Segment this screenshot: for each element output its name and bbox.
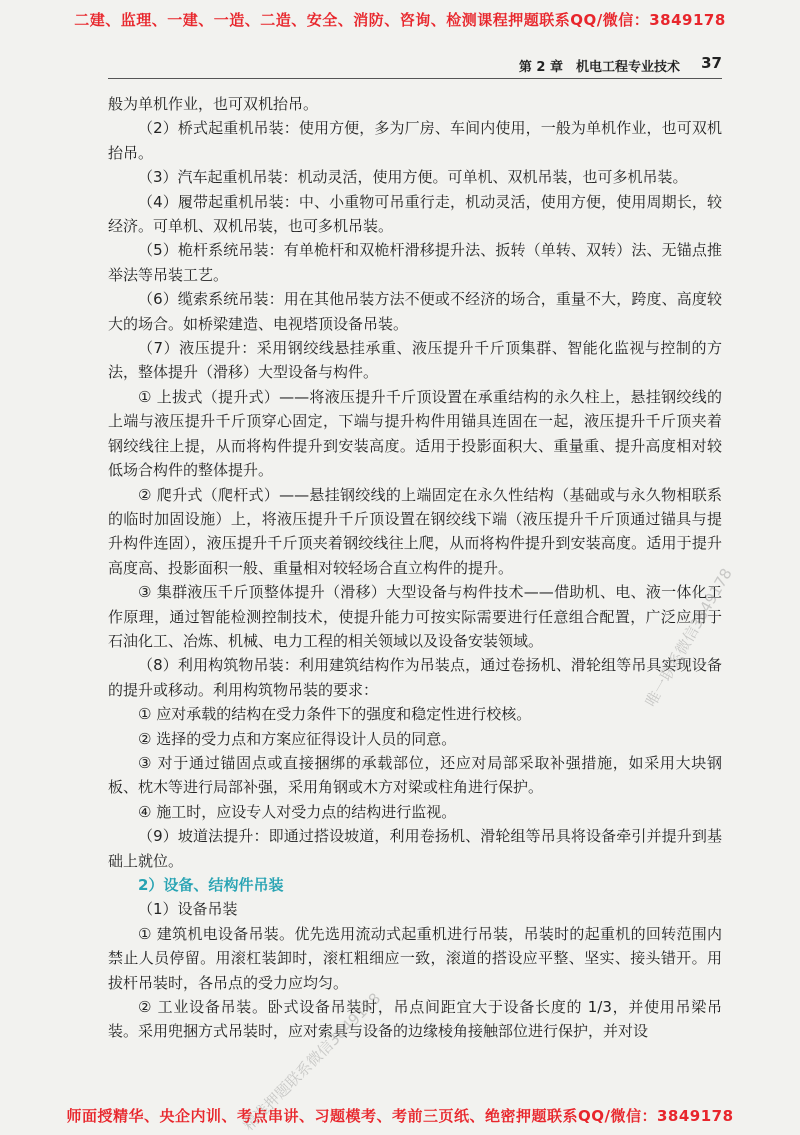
paragraph: （6）缆索系统吊装：用在其他吊装方法不便或不经济的场合，重量不大，跨度、高度较大的场合。如桥梁建造、电视塔顶设备吊装。 xyxy=(108,290,722,333)
paragraph: ② 选择的受力点和方案应征得设计人员的同意。 xyxy=(138,729,457,748)
paragraph: 般为单机作业，也可双机抬吊。 xyxy=(108,95,319,113)
page-body xyxy=(108,92,722,1044)
paragraph: （9）坡道法提升：即通过搭设坡道，利用卷扬机、滑轮组等吊具将设备牵引并提升到基础上就位。 xyxy=(108,827,722,870)
section-heading: 2）设备、结构件吊装 xyxy=(138,876,284,894)
watermark: 精准押题联系微信3849178 xyxy=(239,989,385,1135)
paragraph: ① 建筑机电设备吊装。优先选用流动式起重机进行吊装，吊装时的起重机的回转范围内禁止人员停留。用滚杠装卸时，滚杠粗细应一致，滚道的搭设应平整、坚实、接头错开。用拔杆吊装时，各吊点的受力应均匀。 xyxy=(108,924,722,992)
bottom-banner: 师面授精华、央企内训、考点串讲、习题模考、考前三页纸、绝密押题联系QQ/微信：3849178 xyxy=(66,1107,734,1125)
chapter-title: 第 2 章 机电工程专业技术 xyxy=(518,60,680,75)
paragraph: （2）桥式起重机吊装：使用方便，多为厂房、车间内使用，一般为单机作业，也可双机抬吊。 xyxy=(108,119,722,162)
paragraph: （5）桅杆系统吊装：有单桅杆和双桅杆滑移提升法、扳转（单转、双转）法、无锚点推举法等吊装工艺。 xyxy=(108,241,722,284)
page-number: 37 xyxy=(701,54,722,72)
paragraph: （4）履带起重机吊装：中、小重物可吊重行走，机动灵活，使用方便，使用周期长，较经济。可单机、双机吊装，也可多机吊装。 xyxy=(108,192,722,236)
paragraph: ① 应对承载的结构在受力条件下的强度和稳定性进行校核。 xyxy=(138,705,532,724)
paragraph: （3）汽车起重机吊装：机动灵活，使用方便。可单机、双机吊装，也可多机吊装。 xyxy=(138,168,688,187)
page-header xyxy=(108,52,722,79)
paragraph: （1）设备吊装 xyxy=(138,900,238,919)
paragraph: （7）液压提升：采用钢绞线悬挂承重、液压提升千斤顶集群、智能化监视与控制的方法，整体提升（滑移）大型设备与构件。 xyxy=(108,339,722,382)
paragraph: （8）利用构筑物吊装：利用建筑结构作为吊装点，通过卷扬机、滑轮组等吊具实现设备的提升或移动。利用构筑物吊装的要求： xyxy=(108,656,722,699)
paragraph: ③ 集群液压千斤顶整体提升（滑移）大型设备与构件技术——借助机、电、液一体化工作原理，通过智能检测控制技术，使提升能力可按实际需要进行任意组合配置，广泛应用于石油化工、冶炼、机械、电力工程的相关领域以及设备安装领域。 xyxy=(108,583,722,650)
paragraph: ① 上拔式（提升式）——将液压提升千斤顶设置在承重结构的永久柱上，悬挂钢绞线的上端与液压提升千斤顶穿心固定，下端与提升构件用锚具连固在一起，液压提升千斤顶夹着钢绞线往上提，从而将构件提升到安装高度。适用于投影面积大、重量重、提升高度相对较低场合构件的整体提升。 xyxy=(108,387,722,480)
paragraph: ④ 施工时，应设专人对受力点的结构进行监视。 xyxy=(138,802,457,821)
paragraph: ③ 对于通过锚固点或直接捆绑的承载部位，还应对局部采取补强措施，如采用大块钢板、枕木等进行局部补强，采用角钢或木方对梁或柱角进行保护。 xyxy=(108,753,722,797)
top-banner: 二建、监理、一建、一造、二造、安全、消防、咨询、检测课程押题联系QQ/微信：3849178 xyxy=(74,11,726,29)
paragraph: ② 爬升式（爬杆式）——悬挂钢绞线的上端固定在永久性结构（基础或与永久物相联系的临时加固设施）上，将液压提升千斤顶设置在钢绞线下端（液压提升千斤顶通过锚具与提升构件连固），液压提升千斤顶夹着钢绞线往上爬，从而将构件提升到安装高度。适用于提升高度高、投影面积一般、重量相对较轻场合直立构件的提升。 xyxy=(108,485,722,577)
paragraph: ② 工业设备吊装。卧式设备吊装时，吊点间距宜大于设备长度的 1/3，并使用吊梁吊装。采用兜捆方式吊装时，应对索具与设备的边缘棱角接触部位进行保护，并对设 xyxy=(108,998,722,1041)
watermark: 唯一联系微信3849178 xyxy=(641,565,736,710)
